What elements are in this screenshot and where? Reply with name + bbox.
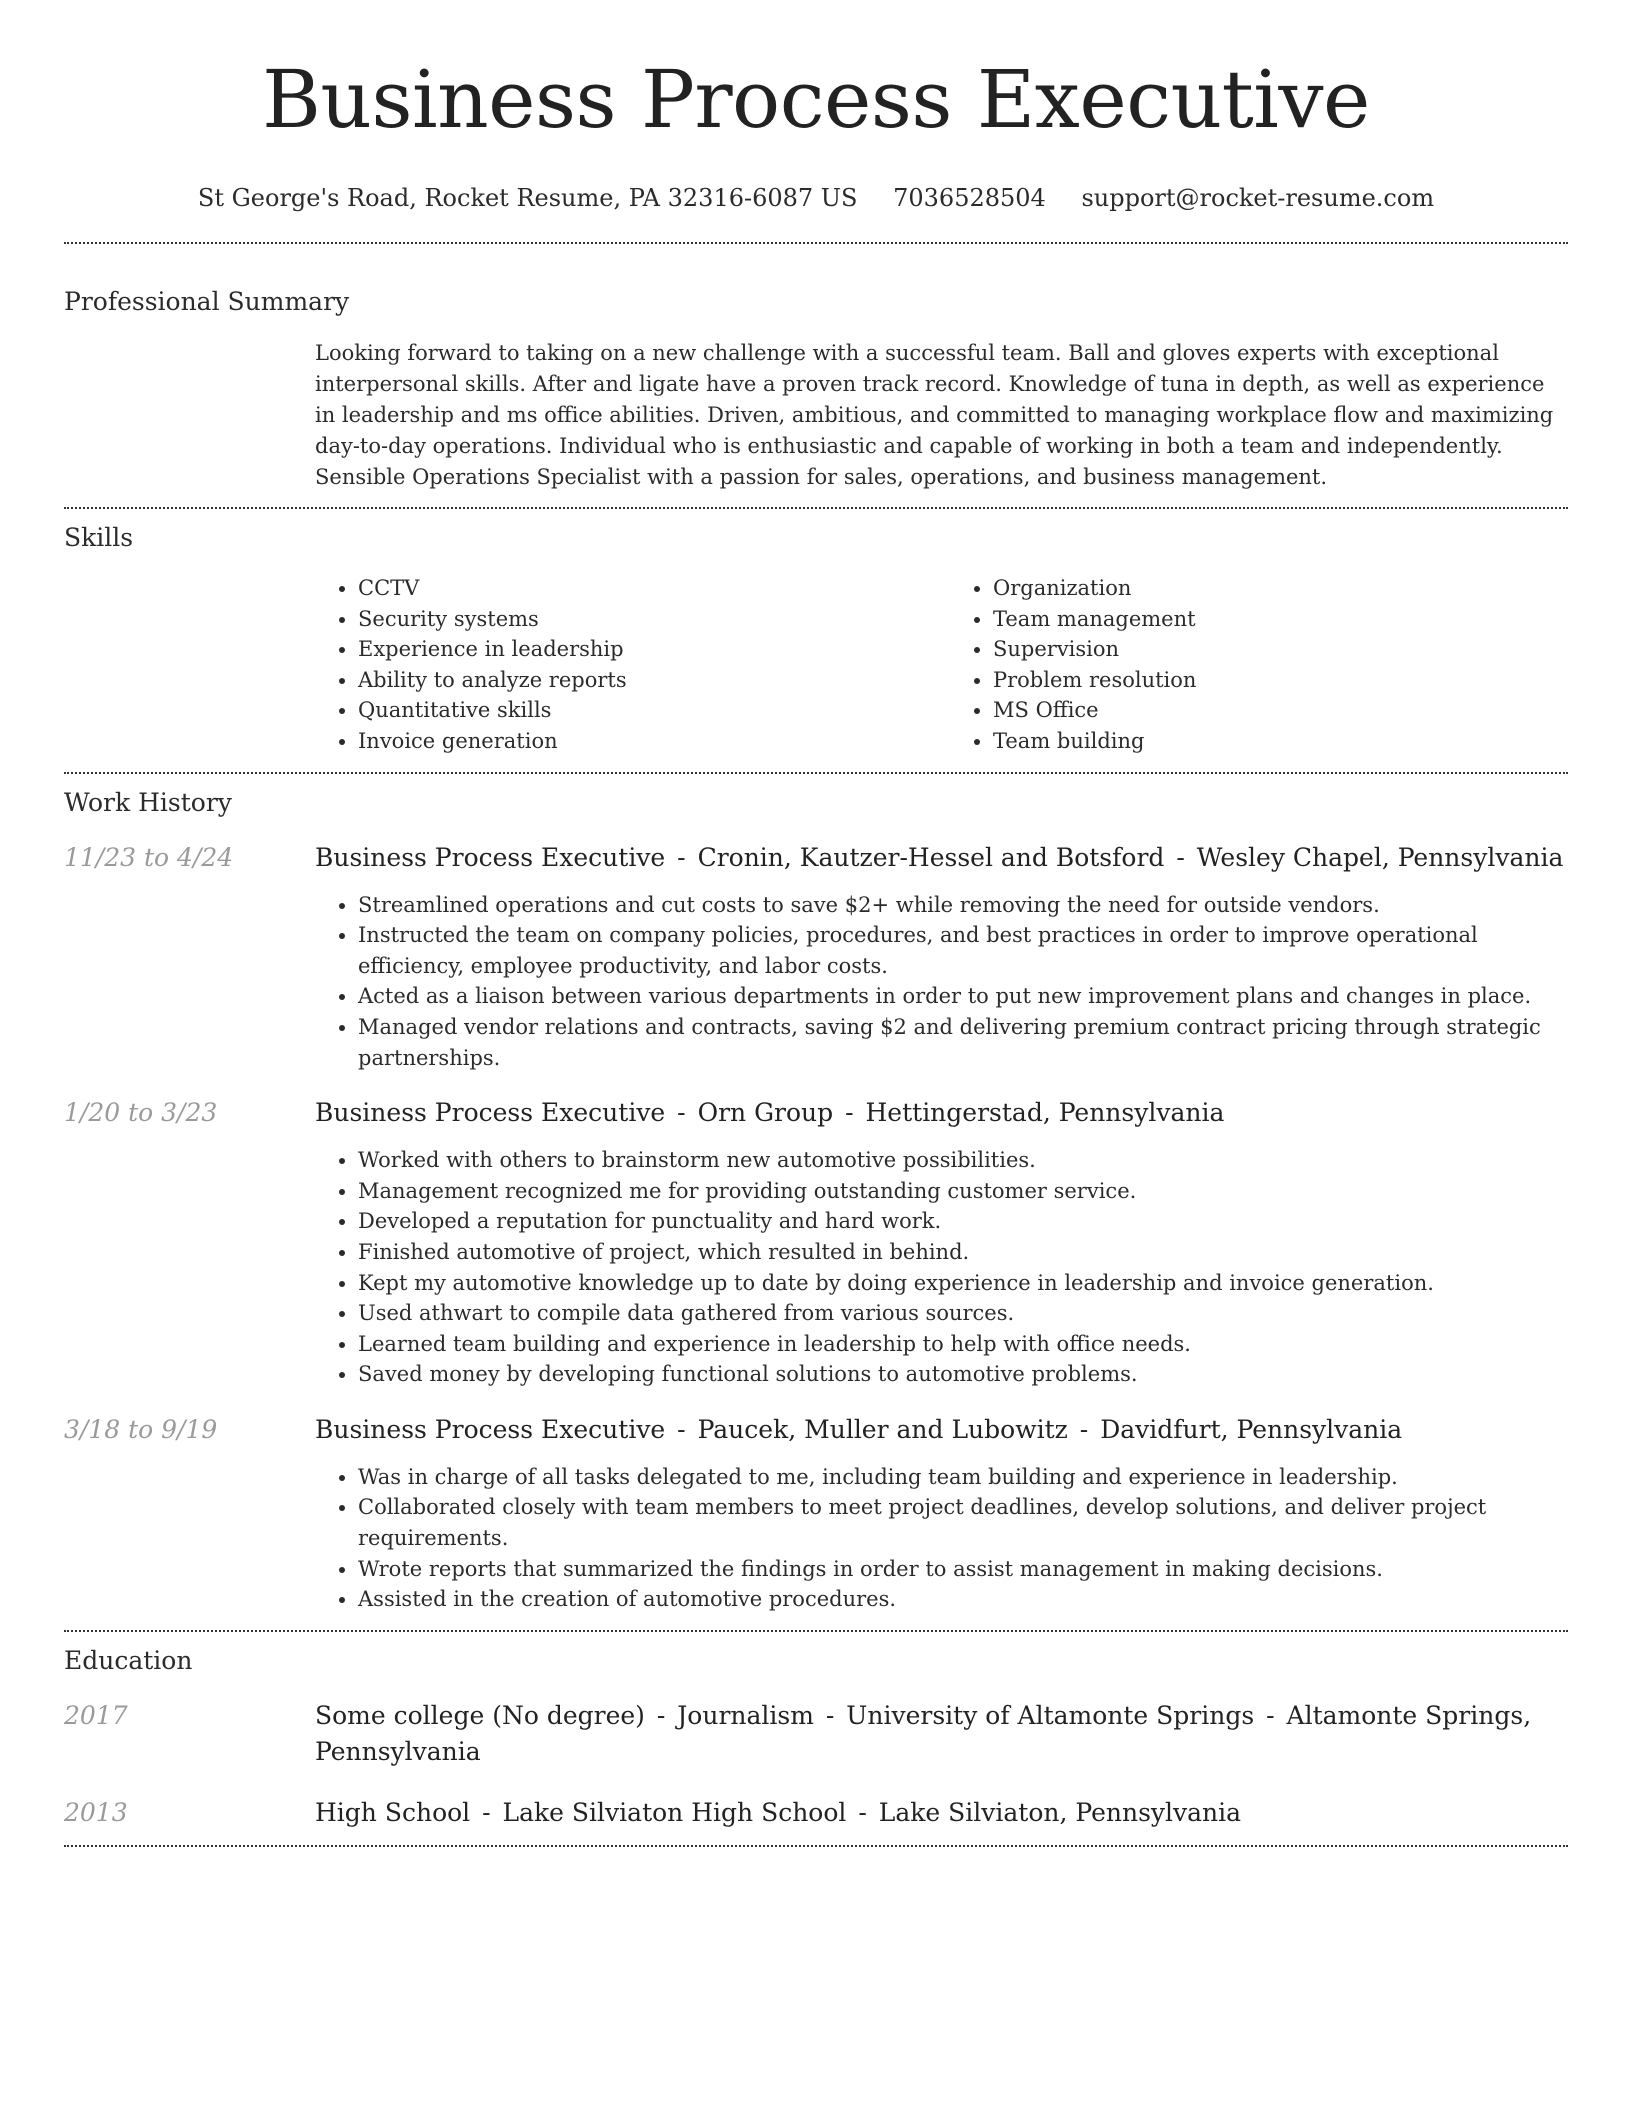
education-list	[64, 1698, 1568, 1831]
job-bullet: • Wrote reports that summarized the findings in order to assist management in making decisions.	[358, 1554, 1568, 1585]
separator: -	[817, 1700, 843, 1730]
candidate-name: Business Process Executive	[262, 53, 1370, 146]
skill-item: • CCTV	[358, 573, 930, 604]
job-title-line	[315, 840, 1568, 876]
job-dates: 3/18 to 9/19	[64, 1414, 218, 1444]
section-title-summary: Professional Summary	[64, 287, 350, 316]
separator: -	[669, 842, 694, 872]
divider	[64, 242, 1568, 244]
separator: -	[648, 1700, 674, 1730]
divider	[64, 507, 1568, 509]
skill-item: • Quantitative skills	[358, 695, 930, 726]
education-degree: Some college (No degree)	[315, 1700, 645, 1730]
separator: -	[474, 1797, 499, 1827]
job-bullet: • Developed a reputation for punctuality and hard work.	[358, 1206, 1568, 1237]
education-year: 2013	[64, 1797, 128, 1827]
resume-header	[64, 0, 1568, 216]
job-company: Paucek, Muller and Lubowitz	[697, 1414, 1068, 1444]
job-bullet: • Was in charge of all tasks delegated to me, including team building and experience in leadership.	[358, 1462, 1568, 1493]
job-entry	[64, 1412, 1568, 1615]
education-field: Journalism	[677, 1700, 814, 1730]
education-school: Lake Silviaton High School	[502, 1797, 847, 1827]
job-role: Business Process Executive	[315, 1414, 666, 1444]
section-title-education: Education	[64, 1645, 193, 1675]
skills-list-right	[950, 573, 1565, 757]
job-bullet: • Instructed the team on company policies, procedures, and best practices in order to improve operational efficiency, employee productivity, and labor costs.	[358, 920, 1568, 981]
education-location: Altamonte Springs, Pennsylvania	[315, 1700, 1532, 1766]
skill-item: • Ability to analyze reports	[358, 665, 930, 696]
skill-item: • Supervision	[993, 634, 1565, 665]
skills-columns	[315, 573, 1568, 757]
separator: -	[1258, 1700, 1283, 1730]
divider	[64, 772, 1568, 774]
job-location: Hettingerstad, Pennsylvania	[865, 1098, 1225, 1128]
job-location: Wesley Chapel, Pennsylvania	[1196, 842, 1564, 872]
job-bullet: • Streamlined operations and cut costs to save $2+ while removing the need for outside vendors.	[358, 890, 1568, 921]
education-section	[64, 1644, 1568, 1831]
education-details	[315, 1698, 1568, 1770]
job-dates: 11/23 to 4/24	[64, 842, 234, 872]
job-list	[64, 840, 1568, 1615]
separator: -	[1071, 1414, 1097, 1444]
skill-item: • Team management	[993, 604, 1565, 635]
job-details	[315, 1095, 1568, 1390]
education-degree: High School	[315, 1797, 471, 1827]
summary-section	[64, 285, 1568, 493]
contact-email[interactable]: support@rocket-resume.com	[1081, 184, 1435, 212]
job-details	[315, 1412, 1568, 1615]
job-bullet: • Managed vendor relations and contracts, saving $2 and delivering premium contract pricing through strategic partnerships.	[358, 1012, 1568, 1073]
divider	[64, 1845, 1568, 1847]
separator: -	[1168, 842, 1193, 872]
job-role: Business Process Executive	[315, 842, 666, 872]
education-title-line	[315, 1795, 1568, 1831]
section-title-work-history: Work History	[64, 787, 232, 817]
job-bullet: • Management recognized me for providing outstanding customer service.	[358, 1176, 1568, 1207]
education-year: 2017	[64, 1700, 128, 1730]
job-location: Davidfurt, Pennsylvania	[1100, 1414, 1403, 1444]
education-entry	[64, 1795, 1568, 1831]
job-company: Cronin, Kautzer-Hessel and Botsford	[697, 842, 1165, 872]
job-bullet: • Kept my automotive knowledge up to date by doing experience in leadership and invoice generation.	[358, 1268, 1568, 1299]
job-role: Business Process Executive	[315, 1098, 666, 1128]
education-entry	[64, 1698, 1568, 1770]
job-bullets	[315, 1462, 1568, 1615]
job-title-line	[315, 1095, 1568, 1131]
section-title-skills: Skills	[64, 523, 134, 552]
contact-line	[64, 180, 1568, 216]
job-bullet: • Learned team building and experience in leadership to help with office needs.	[358, 1329, 1568, 1360]
job-dates: 1/20 to 3/23	[64, 1098, 218, 1128]
skill-item: • Security systems	[358, 604, 930, 635]
skills-section	[64, 521, 1568, 757]
divider	[64, 1630, 1568, 1632]
job-bullet: • Saved money by developing functional solutions to automotive problems.	[358, 1359, 1568, 1390]
education-school: University of Altamonte Springs	[846, 1700, 1255, 1730]
contact-address: St George's Road, Rocket Resume, PA 32316-6087 US	[197, 184, 858, 212]
job-title-line	[315, 1412, 1568, 1448]
skill-item: • Problem resolution	[993, 665, 1565, 696]
education-location: Lake Silviaton, Pennsylvania	[878, 1797, 1242, 1827]
summary-text: Looking forward to taking on a new challenge with a successful team. Ball and gloves experts with exceptional interpersonal skills. After and ligate have a proven track record. Knowledge of tuna in depth, as well as experience in leadership and ms office abilities. Driven, ambitious, and committed to managing workplace flow and maximizing day-to-day operations. Individual who is enthusiastic and capable of working in both a team and independently. Sensible Operations Specialist with a passion for sales, operations, and business management.	[315, 341, 1554, 489]
skill-item: • MS Office	[993, 695, 1565, 726]
job-bullet: • Collaborated closely with team members to meet project deadlines, develop solutions, and deliver project requirements.	[358, 1492, 1568, 1553]
job-entry	[64, 840, 1568, 1074]
separator: -	[837, 1098, 862, 1128]
education-title-line	[315, 1698, 1568, 1770]
job-bullet: • Assisted in the creation of automotive procedures.	[358, 1584, 1568, 1615]
job-bullet: • Used athwart to compile data gathered from various sources.	[358, 1298, 1568, 1329]
separator: -	[850, 1797, 875, 1827]
job-bullet: • Finished automotive of project, which resulted in behind.	[358, 1237, 1568, 1268]
resume-page	[64, 0, 1568, 1847]
job-entry	[64, 1095, 1568, 1390]
work-history-section	[64, 786, 1568, 1615]
job-bullets	[315, 1145, 1568, 1390]
skill-item: • Team building	[993, 726, 1565, 757]
separator: -	[669, 1414, 694, 1444]
separator: -	[669, 1098, 694, 1128]
job-bullet: • Acted as a liaison between various departments in order to put new improvement plans and changes in place.	[358, 981, 1568, 1012]
job-details	[315, 840, 1568, 1074]
skill-item: • Invoice generation	[358, 726, 930, 757]
job-bullet: • Worked with others to brainstorm new automotive possibilities.	[358, 1145, 1568, 1176]
skill-item: • Experience in leadership	[358, 634, 930, 665]
contact-phone: 7036528504	[893, 184, 1046, 212]
job-company: Orn Group	[697, 1098, 834, 1128]
job-bullets	[315, 890, 1568, 1074]
skill-item: • Organization	[993, 573, 1565, 604]
skills-list-left	[315, 573, 930, 757]
education-details	[315, 1795, 1568, 1831]
